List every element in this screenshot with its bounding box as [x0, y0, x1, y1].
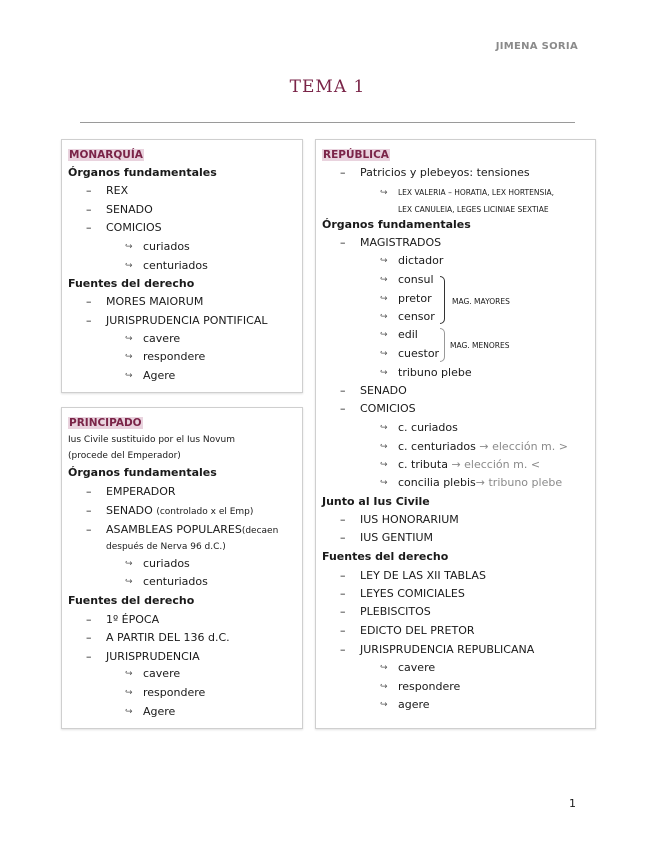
monarquia-organo-item: – SENADO [106, 203, 153, 217]
hook-arrow-icon: ↪ [380, 368, 388, 378]
principado-organo-item: – EMPERADOR [106, 485, 176, 499]
republica-magistrado-item: ↪ cuestor [380, 347, 440, 360]
principado-fuente-item: – JURISPRUDENCIA [106, 650, 200, 664]
republica-juris-sub-item: ↪ respondere [380, 680, 461, 693]
monarquia-comicios-sub-item: ↪ curiados [125, 240, 190, 253]
monarquia-organos-heading: Órganos fundamentales [68, 166, 217, 179]
hook-arrow-icon: ↪ [380, 312, 388, 322]
republica-organos-heading: Órganos fundamentales [322, 218, 471, 231]
principado-organo-item: – SENADO (controlado x el Emp) [106, 504, 253, 519]
republica-fuente-item: – PLEBISCITOS [360, 605, 431, 619]
republica-comicios-item: ↪ c. curiados [380, 421, 458, 434]
hook-arrow-icon: ↪ [125, 261, 133, 271]
principado-juris-sub-item: ↪ cavere [125, 667, 181, 680]
hook-arrow-icon: ↪ [380, 442, 388, 452]
monarquia-organo-item: – REX [106, 184, 128, 198]
hook-arrow-icon: ↪ [125, 352, 133, 362]
hook-arrow-icon: ↪ [125, 559, 133, 569]
republica-fuente-item: – LEYES COMICIALES [360, 587, 465, 601]
mag-mayores-label: MAG. MAYORES [452, 297, 510, 306]
hook-arrow-icon: ↪ [380, 349, 388, 359]
hook-arrow-icon: ↪ [380, 700, 388, 710]
republica-comicios-item: ↪ c. tributa → elección m. < [380, 458, 541, 471]
hook-arrow-icon: ↪ [380, 256, 388, 266]
principado-asambleas-note: después de Nerva 96 d.C.) [106, 542, 226, 552]
hook-arrow-icon: ↪ [380, 330, 388, 340]
republica-magistrado-item: ↪ tribuno plebe [380, 366, 472, 379]
hook-arrow-icon: ↪ [125, 669, 133, 679]
republica-ius-item: – IUS GENTIUM [360, 531, 433, 545]
republica-fuente-item: – LEY DE LAS XII TABLAS [360, 569, 486, 583]
hook-arrow-icon: ↪ [125, 577, 133, 587]
republica-magistrado-item: ↪ edil [380, 328, 418, 341]
hook-arrow-icon: ↪ [125, 707, 133, 717]
author-name: JIMENA SORIA [495, 41, 578, 52]
republica-juris-sub-item: ↪ agere [380, 698, 430, 711]
hook-arrow-icon: ↪ [380, 478, 388, 488]
principado-intro: (procede del Emperador) [68, 451, 181, 461]
hook-arrow-icon: ↪ [380, 423, 388, 433]
republica-ius-item: – IUS HONORARIUM [360, 513, 459, 527]
principado-organos-heading: Órganos fundamentales [68, 466, 217, 479]
page-title: TEMA 1 [289, 77, 366, 97]
hook-arrow-icon: ↪ [125, 688, 133, 698]
principado-fuente-item: – 1º ÉPOCA [106, 613, 159, 627]
republica-leyes: ↪ LEX VALERIA – HORATIA, LEX HORTENSIA, [380, 188, 554, 198]
principado-asambleas-sub-item: ↪ curiados [125, 557, 190, 570]
republica-ius-civile-heading: Junto al Ius Civile [322, 495, 430, 508]
republica-leyes: LEX CANULEIA, LEGES LICINIAE SEXTIAE [398, 205, 549, 214]
principado-fuentes-heading: Fuentes del derecho [68, 594, 195, 607]
monarquia-comicios-sub-item: ↪ centuriados [125, 259, 208, 272]
hook-arrow-icon: ↪ [380, 275, 388, 285]
hook-arrow-icon: ↪ [380, 663, 388, 673]
hook-arrow-icon: ↪ [380, 682, 388, 692]
principado-asambleas-sub-item: ↪ centuriados [125, 575, 208, 588]
republica-tensiones: – Patricios y plebeyos: tensiones [360, 166, 530, 180]
republica-magistrado-item: ↪ pretor [380, 292, 432, 305]
republica-organo-item: – COMICIOS [360, 402, 416, 416]
republica-comicios-item: ↪ c. centuriados → elección m. > [380, 440, 568, 453]
monarquia-organo-item: – COMICIOS [106, 221, 162, 235]
hook-arrow-icon: ↪ [125, 334, 133, 344]
principado-organo-item: – ASAMBLEAS POPULARES(decaen [106, 523, 278, 538]
monarquia-juris-sub-item: ↪ cavere [125, 332, 181, 345]
page-number: 1 [569, 797, 576, 810]
monarquia-fuentes-heading: Fuentes del derecho [68, 277, 195, 290]
hook-arrow-icon: ↪ [380, 460, 388, 470]
principado-juris-sub-item: ↪ Agere [125, 705, 176, 718]
principado-title: PRINCIPADO [69, 417, 142, 429]
principado-fuente-item: – A PARTIR DEL 136 d.C. [106, 631, 230, 645]
republica-organo-item: – MAGISTRADOS [360, 236, 441, 250]
hook-arrow-icon: ↪ [380, 188, 388, 198]
monarquia-fuente-item: – JURISPRUDENCIA PONTIFICAL [106, 314, 267, 328]
mag-menores-brace [440, 328, 445, 362]
hook-arrow-icon: ↪ [125, 242, 133, 252]
republica-fuente-item: – JURISPRUDENCIA REPUBLICANA [360, 643, 534, 657]
republica-magistrado-item: ↪ censor [380, 310, 435, 323]
hook-arrow-icon: ↪ [125, 371, 133, 381]
principado-intro: Ius Civile sustituido por el Ius Novum [68, 435, 235, 445]
republica-comicios-item: ↪ concilia plebis→ tribuno plebe [380, 476, 563, 489]
monarquia-fuente-item: – MORES MAIORUM [106, 295, 203, 309]
republica-fuentes-heading: Fuentes del derecho [322, 550, 449, 563]
republica-juris-sub-item: ↪ cavere [380, 661, 436, 674]
republica-magistrado-item: ↪ dictador [380, 254, 444, 267]
mag-menores-label: MAG. MENORES [450, 341, 510, 350]
republica-magistrado-item: ↪ consul [380, 273, 434, 286]
republica-title: REPÚBLICA [323, 149, 389, 161]
title-divider [80, 122, 575, 123]
principado-juris-sub-item: ↪ respondere [125, 686, 206, 699]
republica-fuente-item: – EDICTO DEL PRETOR [360, 624, 475, 638]
hook-arrow-icon: ↪ [380, 294, 388, 304]
republica-organo-item: – SENADO [360, 384, 407, 398]
monarquia-title: MONARQUÍA [69, 149, 143, 161]
mag-mayores-brace [440, 276, 445, 324]
monarquia-juris-sub-item: ↪ Agere [125, 369, 176, 382]
monarquia-juris-sub-item: ↪ respondere [125, 350, 206, 363]
